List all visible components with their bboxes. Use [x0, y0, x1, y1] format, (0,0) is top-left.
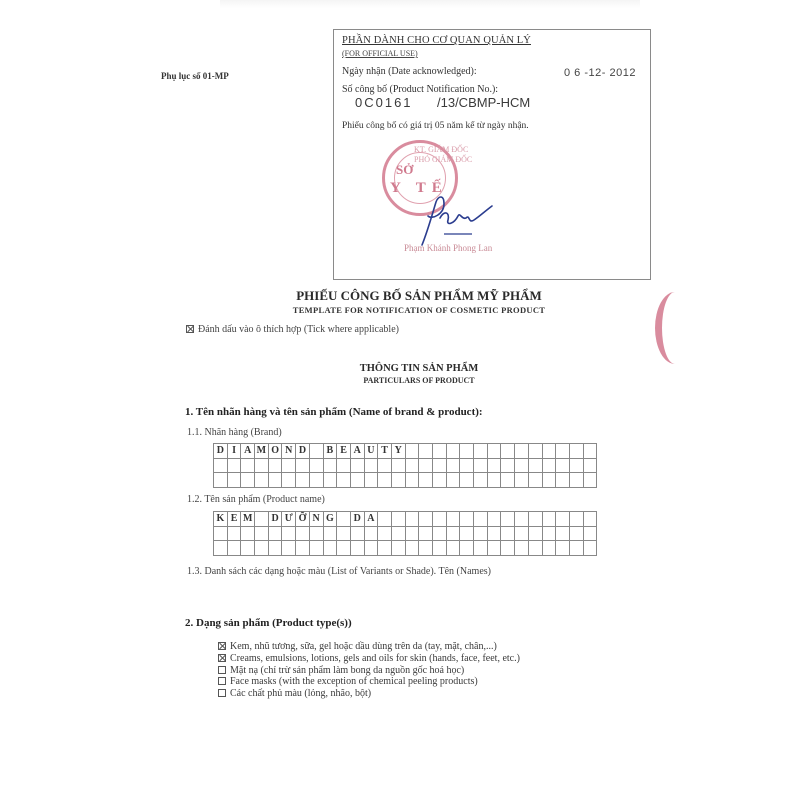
grid-cell[interactable] — [488, 512, 502, 527]
signature-icon — [414, 190, 504, 250]
grid-cell[interactable] — [378, 527, 392, 542]
grid-cell[interactable]: K — [214, 512, 228, 527]
tick-instruction-text: Đánh dấu vào ô thích hợp (Tick where applicable) — [198, 324, 399, 335]
grid-cell[interactable] — [378, 541, 392, 556]
grid-cell[interactable] — [570, 459, 584, 474]
grid-cell[interactable] — [488, 473, 502, 488]
grid-cell[interactable] — [351, 527, 365, 542]
grid-cell[interactable] — [501, 512, 515, 527]
grid-cell[interactable] — [433, 459, 447, 474]
part2-heading: 2. Dạng sản phẩm (Product type(s)) — [185, 617, 352, 629]
grid-cell[interactable] — [570, 512, 584, 527]
grid-cell[interactable] — [419, 459, 433, 474]
grid-cell[interactable] — [433, 444, 447, 459]
grid-cell[interactable]: D — [296, 444, 310, 459]
notification-number: 0С0161 — [355, 95, 413, 110]
grid-cell[interactable] — [460, 512, 474, 527]
grid-cell[interactable] — [228, 527, 242, 542]
grid-cell[interactable] — [282, 473, 296, 488]
grid-cell[interactable] — [570, 444, 584, 459]
grid-cell[interactable] — [447, 473, 461, 488]
grid-cell[interactable] — [337, 459, 351, 474]
grid-cell[interactable] — [543, 459, 557, 474]
grid-cell[interactable] — [515, 527, 529, 542]
grid-cell[interactable] — [351, 541, 365, 556]
grid-cell[interactable]: N — [282, 444, 296, 459]
grid-cell[interactable] — [255, 527, 269, 542]
stamp-text: Y TẾ — [390, 180, 448, 196]
stamp-text: SỞ — [396, 162, 414, 177]
grid-cell[interactable] — [474, 444, 488, 459]
grid-cell[interactable] — [433, 473, 447, 488]
grid-cell[interactable] — [255, 541, 269, 556]
grid-cell[interactable] — [584, 527, 598, 542]
grid-cell[interactable] — [241, 527, 255, 542]
grid-cell[interactable] — [337, 541, 351, 556]
grid-cell[interactable] — [447, 459, 461, 474]
grid-cell[interactable] — [584, 459, 598, 474]
grid-cell[interactable] — [433, 527, 447, 542]
grid-cell[interactable] — [447, 512, 461, 527]
grid-cell[interactable]: M — [241, 512, 255, 527]
grid-cell[interactable] — [460, 444, 474, 459]
scan-shadow — [220, 0, 640, 8]
grid-cell[interactable] — [419, 444, 433, 459]
grid-cell[interactable] — [570, 527, 584, 542]
official-box-title: PHẦN DÀNH CHO CƠ QUAN QUẢN LÝ — [342, 35, 531, 46]
grid-cell[interactable] — [228, 541, 242, 556]
grid-cell[interactable] — [255, 459, 269, 474]
grid-cell[interactable] — [269, 459, 283, 474]
grid-cell[interactable] — [365, 459, 379, 474]
stamp-text: KT. GIÁM ĐỐC — [414, 145, 469, 154]
section-title: THÔNG TIN SẢN PHẨM — [359, 363, 479, 374]
grid-cell[interactable]: I — [228, 444, 242, 459]
grid-cell[interactable]: B — [324, 444, 338, 459]
official-use-box — [333, 29, 651, 280]
grid-cell[interactable] — [474, 473, 488, 488]
grid-cell[interactable] — [556, 512, 570, 527]
grid-cell[interactable] — [406, 527, 420, 542]
grid-cell[interactable] — [378, 473, 392, 488]
product-name-label: 1.2. Tên sản phẩm (Product name) — [187, 494, 325, 505]
grid-cell[interactable] — [584, 473, 598, 488]
grid-cell[interactable] — [501, 459, 515, 474]
grid-cell[interactable] — [529, 459, 543, 474]
grid-cell[interactable] — [515, 473, 529, 488]
grid-cell[interactable]: E — [337, 444, 351, 459]
grid-cell[interactable] — [365, 541, 379, 556]
grid-cell[interactable]: A — [365, 512, 379, 527]
grid-cell[interactable] — [501, 473, 515, 488]
grid-cell[interactable] — [241, 459, 255, 474]
product-type-option[interactable]: Kem, nhũ tương, sữa, gel hoặc dầu dùng trên da (tay, mặt, chân,...) — [218, 641, 520, 653]
grid-cell[interactable] — [310, 527, 324, 542]
grid-cell[interactable] — [310, 459, 324, 474]
grid-cell[interactable] — [433, 512, 447, 527]
grid-cell[interactable] — [241, 541, 255, 556]
date-acknowledged-value: 0 6 -12- 2012 — [564, 67, 636, 79]
grid-cell[interactable] — [501, 527, 515, 542]
grid-cell[interactable] — [515, 444, 529, 459]
grid-cell[interactable] — [419, 541, 433, 556]
grid-cell[interactable] — [501, 444, 515, 459]
grid-cell[interactable] — [584, 444, 598, 459]
product-type-option[interactable]: Các chất phủ màu (lỏng, nhão, bột) — [218, 688, 520, 700]
grid-cell[interactable] — [556, 541, 570, 556]
grid-cell[interactable] — [365, 473, 379, 488]
grid-cell[interactable] — [282, 541, 296, 556]
checkbox-checked-icon — [186, 325, 194, 333]
grid-cell[interactable]: O — [269, 444, 283, 459]
part1-heading: 1. Tên nhãn hàng và tên sản phẩm (Name of brand & product): — [185, 406, 483, 418]
signer-name: Phạm Khánh Phong Lan — [404, 243, 493, 253]
official-box-subtitle: (FOR OFFICIAL USE) — [342, 49, 418, 58]
grid-cell[interactable] — [296, 459, 310, 474]
grid-cell[interactable] — [515, 541, 529, 556]
grid-cell[interactable] — [392, 473, 406, 488]
grid-cell[interactable] — [365, 527, 379, 542]
grid-cell[interactable] — [406, 512, 420, 527]
grid-cell[interactable] — [501, 541, 515, 556]
grid-cell[interactable] — [543, 541, 557, 556]
grid-cell[interactable]: D — [269, 512, 283, 527]
grid-cell[interactable] — [214, 527, 228, 542]
grid-cell[interactable]: D — [214, 444, 228, 459]
grid-cell[interactable] — [556, 459, 570, 474]
product-type-option[interactable]: Face masks (with the exception of chemical peeling products) — [218, 676, 520, 688]
grid-cell[interactable] — [351, 459, 365, 474]
grid-cell[interactable] — [228, 473, 242, 488]
grid-cell[interactable]: M — [255, 444, 269, 459]
grid-cell[interactable] — [324, 473, 338, 488]
grid-cell[interactable] — [570, 473, 584, 488]
grid-cell[interactable]: Ư — [282, 512, 296, 527]
grid-cell[interactable] — [296, 541, 310, 556]
grid-cell[interactable] — [378, 459, 392, 474]
grid-cell[interactable] — [543, 473, 557, 488]
grid-cell[interactable] — [447, 541, 461, 556]
grid-cell[interactable] — [556, 473, 570, 488]
grid-cell[interactable] — [556, 527, 570, 542]
brand-grid[interactable] — [213, 443, 597, 488]
grid-cell[interactable] — [406, 541, 420, 556]
grid-cell[interactable] — [515, 459, 529, 474]
grid-cell[interactable] — [419, 473, 433, 488]
grid-cell[interactable] — [296, 527, 310, 542]
grid-cell[interactable] — [378, 512, 392, 527]
checkbox[interactable] — [218, 642, 226, 650]
grid-cell[interactable] — [543, 527, 557, 542]
grid-cell[interactable]: E — [228, 512, 242, 527]
grid-cell[interactable] — [269, 527, 283, 542]
product-type-list — [218, 641, 520, 700]
appendix-label: Phụ lục số 01-MP — [161, 71, 229, 81]
grid-cell[interactable] — [324, 459, 338, 474]
notification-number-label: Số công bố (Product Notification No.): — [342, 84, 499, 95]
grid-cell[interactable] — [310, 541, 324, 556]
grid-cell[interactable]: U — [365, 444, 379, 459]
notification-suffix: /13/CBMP-HCM — [437, 95, 531, 110]
grid-cell[interactable] — [529, 541, 543, 556]
brand-label: 1.1. Nhãn hàng (Brand) — [187, 427, 282, 438]
grid-cell[interactable]: D — [351, 512, 365, 527]
grid-cell[interactable] — [543, 512, 557, 527]
grid-cell[interactable] — [474, 541, 488, 556]
grid-cell[interactable] — [255, 512, 269, 527]
grid-cell[interactable] — [324, 541, 338, 556]
grid-cell[interactable] — [419, 512, 433, 527]
grid-cell[interactable] — [488, 459, 502, 474]
grid-cell[interactable]: T — [378, 444, 392, 459]
grid-cell[interactable] — [529, 512, 543, 527]
grid-cell[interactable]: Ỡ — [296, 512, 310, 527]
grid-cell[interactable] — [337, 473, 351, 488]
grid-cell[interactable]: G — [324, 512, 338, 527]
grid-cell[interactable] — [214, 473, 228, 488]
grid-cell[interactable] — [515, 512, 529, 527]
grid-cell[interactable] — [269, 541, 283, 556]
grid-cell[interactable] — [419, 527, 433, 542]
grid-cell[interactable] — [351, 473, 365, 488]
form-subtitle: TEMPLATE FOR NOTIFICATION OF COSMETIC PRODUCT — [292, 305, 546, 315]
grid-cell[interactable] — [214, 459, 228, 474]
product-name-grid[interactable] — [213, 511, 597, 556]
product-type-option[interactable]: Creams, emulsions, lotions, gels and oils for skin (hands, face, feet, etc.) — [218, 653, 520, 665]
grid-cell[interactable]: Y — [392, 444, 406, 459]
grid-cell[interactable] — [460, 541, 474, 556]
grid-cell[interactable] — [433, 541, 447, 556]
product-type-option[interactable]: Mặt nạ (chỉ trừ sản phẩm làm bong da nguồn gốc hoá học) — [218, 665, 520, 677]
checkbox[interactable] — [218, 654, 226, 662]
form-title: PHIẾU CÔNG BỐ SẢN PHẨM MỸ PHẨM — [296, 288, 542, 303]
grid-cell[interactable] — [392, 512, 406, 527]
stamp-text: PHÓ GIÁM ĐỐC — [414, 155, 473, 164]
validity-note: Phiếu công bố có giá trị 05 năm kể từ ngày nhận. — [342, 121, 529, 131]
grid-cell[interactable] — [282, 459, 296, 474]
grid-cell[interactable] — [255, 473, 269, 488]
grid-cell[interactable] — [460, 473, 474, 488]
grid-cell[interactable] — [282, 527, 296, 542]
grid-cell[interactable] — [529, 527, 543, 542]
grid-cell[interactable] — [584, 541, 598, 556]
date-acknowledged-label: Ngày nhận (Date acknowledged): — [342, 66, 477, 77]
grid-cell[interactable] — [570, 541, 584, 556]
checkbox[interactable] — [218, 689, 226, 697]
checkbox[interactable] — [218, 666, 226, 674]
grid-cell[interactable] — [392, 459, 406, 474]
section-subtitle: PARTICULARS OF PRODUCT — [363, 376, 475, 385]
grid-cell[interactable] — [474, 527, 488, 542]
grid-cell[interactable] — [447, 527, 461, 542]
grid-cell[interactable] — [460, 527, 474, 542]
grid-cell[interactable] — [337, 527, 351, 542]
variants-label: 1.3. Danh sách các dạng hoặc màu (List of Variants or Shade). Tên (Names) — [187, 566, 491, 577]
tick-instruction — [186, 324, 399, 335]
grid-cell[interactable] — [584, 512, 598, 527]
grid-cell[interactable] — [488, 444, 502, 459]
grid-cell[interactable] — [543, 444, 557, 459]
grid-cell[interactable] — [269, 473, 283, 488]
grid-cell[interactable] — [324, 527, 338, 542]
grid-cell[interactable]: N — [310, 512, 324, 527]
grid-cell[interactable] — [337, 512, 351, 527]
grid-cell[interactable] — [241, 473, 255, 488]
grid-cell[interactable] — [228, 459, 242, 474]
grid-cell[interactable] — [460, 459, 474, 474]
grid-cell[interactable] — [392, 541, 406, 556]
grid-cell[interactable]: A — [241, 444, 255, 459]
grid-cell[interactable] — [488, 541, 502, 556]
grid-cell[interactable] — [529, 444, 543, 459]
grid-cell[interactable] — [447, 444, 461, 459]
grid-cell[interactable] — [406, 459, 420, 474]
checkbox[interactable] — [218, 677, 226, 685]
grid-cell[interactable]: A — [351, 444, 365, 459]
grid-cell[interactable] — [214, 541, 228, 556]
grid-cell[interactable] — [474, 512, 488, 527]
grid-cell[interactable] — [488, 527, 502, 542]
grid-cell[interactable] — [474, 459, 488, 474]
grid-cell[interactable] — [310, 473, 324, 488]
grid-cell[interactable] — [296, 473, 310, 488]
grid-cell[interactable] — [406, 473, 420, 488]
grid-cell[interactable] — [406, 444, 420, 459]
grid-cell[interactable] — [310, 444, 324, 459]
grid-cell[interactable] — [529, 473, 543, 488]
grid-cell[interactable] — [556, 444, 570, 459]
grid-cell[interactable] — [392, 527, 406, 542]
